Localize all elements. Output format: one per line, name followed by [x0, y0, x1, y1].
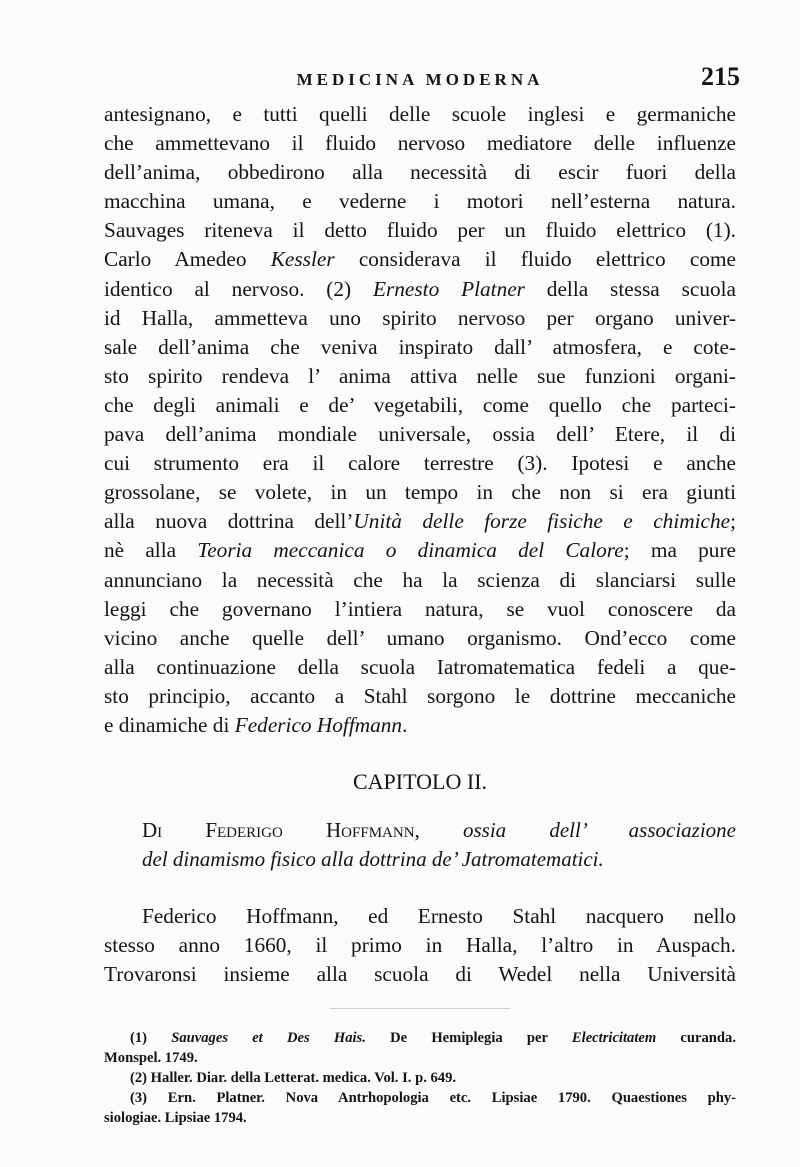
- text-line: [104, 845, 736, 874]
- text-line: [104, 536, 736, 565]
- footnotes: [104, 1028, 736, 1128]
- text-run: ossia dell’ associazione: [462, 818, 737, 842]
- text-run: e dinamiche di: [104, 712, 235, 737]
- italic-title: Teoria meccanica o dinamica del Calore: [197, 538, 624, 563]
- text-line: [104, 816, 736, 845]
- text-run: Carlo Amedeo: [104, 247, 271, 272]
- text-line: Federico Hoffmann, ed Ernesto Stahl nacquero nello: [142, 904, 736, 928]
- text-run: ,: [414, 818, 463, 842]
- text-line: dell’anima, obbedirono alla necessità di escir fuori della: [104, 160, 736, 185]
- italic-title: Unità delle forze fisiche e chimiche: [353, 509, 731, 534]
- text-run: ;: [730, 509, 737, 534]
- footnote: (3) Ern. Platner. Nova Antrhopologia etc. Lipsiae 1790. Quaestiones phy-: [130, 1090, 736, 1106]
- chapter-text: [104, 902, 736, 989]
- page-number: 215: [701, 62, 740, 91]
- text-run: Sauvages et Des Hais.: [171, 1030, 366, 1046]
- text-line: leggi che governano l’intiera natura, se vuol conoscere da: [104, 596, 736, 621]
- footnote: (2) Haller. Diar. della Letterat. medica. Vol. I. p. 649.: [130, 1070, 457, 1086]
- person-name: Federico Hoffmann: [234, 712, 403, 737]
- text-line: cui strumento era il calore terrestre (3). Ipotesi e anche: [104, 451, 736, 476]
- text-line: antesignano, e tutti quelli delle scuole inglesi e germaniche: [104, 102, 736, 126]
- chapter-subject: Di Federigo Hoffmann: [142, 818, 415, 842]
- footnote: [104, 1028, 736, 1048]
- text-line: macchina umana, e vederne i motori nell’esterna natura.: [104, 189, 736, 214]
- text-line: annunciano la necessità che ha la scienza di slanciarsi sulle: [104, 567, 736, 592]
- text-run: alla nuova dottrina dell’: [104, 509, 354, 534]
- main-text: [104, 100, 736, 740]
- text-line: Sauvages riteneva il detto fluido per un fluido elettrico (1).: [104, 218, 736, 243]
- text-line: [104, 507, 736, 536]
- text-run: considerava il fluido elettrico come: [334, 247, 736, 272]
- text-line: sto spirito rendeva l’ anima attiva nelle sue funzioni organi-: [104, 363, 736, 388]
- text-run: della stessa scuola: [524, 276, 736, 301]
- person-name: Ernesto Platner: [372, 276, 525, 301]
- footnote-divider: [330, 1008, 510, 1009]
- text-run: curanda.: [656, 1030, 736, 1046]
- text-line: sale dell’anima che veniva inspirato dall’ atmosfera, e cote-: [104, 334, 736, 359]
- footnote-continuation: siologiae. Lipsiae 1794.: [104, 1110, 247, 1126]
- text-line: alla continuazione della scuola Iatromatematica fedeli a que-: [104, 654, 736, 679]
- text-line: pava dell’anima mondiale universale, ossia dell’ Etere, il di: [104, 422, 736, 447]
- text-run: ; ma pure: [623, 538, 736, 563]
- text-line: che ammettevano il fluido nervoso mediatore delle influenze: [104, 131, 736, 156]
- text-line: Trovaronsi insieme alla scuola di Wedel nella Università: [104, 962, 736, 987]
- footnote-continuation: Monspel. 1749.: [104, 1050, 198, 1066]
- text-line: sto principio, accanto a Stahl sorgono le dottrine meccaniche: [104, 683, 736, 708]
- text-line: id Halla, ammetteva uno spirito nervoso per organo univer-: [104, 305, 736, 330]
- person-name: Kessler: [270, 247, 335, 272]
- text-line: [104, 711, 736, 740]
- running-header: [100, 62, 740, 98]
- text-run: Electricitatem: [571, 1030, 657, 1046]
- text-run: .: [402, 712, 408, 737]
- chapter-subtitle: [104, 816, 736, 874]
- text-line: che degli animali e de’ vegetabili, come quello che parteci-: [104, 392, 736, 417]
- text-line: grossolane, se volete, in un tempo in che non si era giunti: [104, 480, 736, 505]
- text-run: nè alla: [104, 538, 198, 563]
- text-run: (1): [130, 1030, 172, 1046]
- text-line: [104, 275, 736, 304]
- chapter-title: CAPITOLO II.: [352, 769, 488, 794]
- text-line: vicino anche quelle dell’ umano organismo. Ond’ecco come: [104, 625, 736, 650]
- running-title: MEDICINA MODERNA: [296, 70, 544, 89]
- text-line: [104, 245, 736, 274]
- text-run: De Hemiplegia per: [365, 1030, 572, 1046]
- text-run: del dinamismo fisico alla dottrina de’ Jatromatematici.: [142, 847, 604, 872]
- text-line: stesso anno 1660, il primo in Halla, l’altro in Auspach.: [104, 933, 736, 958]
- text-run: identico al nervoso. (2): [104, 276, 373, 301]
